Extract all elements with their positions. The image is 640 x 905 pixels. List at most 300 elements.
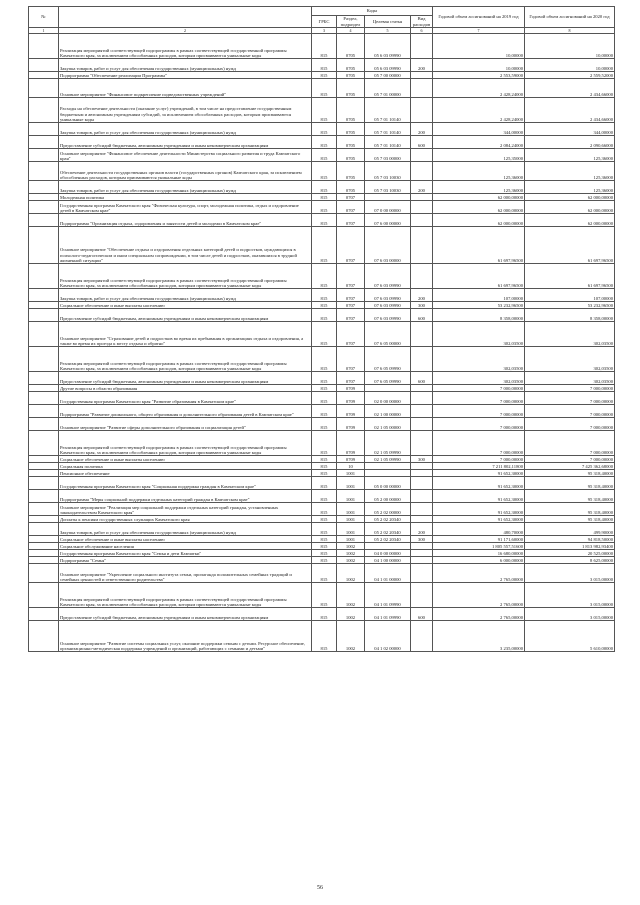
row-2019-cell: 302,03500: [433, 347, 525, 372]
row-razdel-cell: 0707: [337, 201, 365, 214]
header-grbs: ГРБС: [312, 16, 337, 28]
row-razdel-cell: 0709: [337, 456, 365, 463]
row-grbs-cell: 815: [312, 564, 337, 583]
row-vr-cell: [411, 503, 433, 516]
row-razdel-cell: 0709: [337, 431, 365, 456]
row-2019-cell: 344,00000: [433, 123, 525, 136]
row-name-cell: Закупка товаров, работ и услуг для обеспечения государственных (муниципальных) нужд: [59, 59, 312, 72]
row-2019-cell: 10,00000: [433, 59, 525, 72]
row-vr-cell: 600: [411, 136, 433, 149]
table-row: [29, 194, 615, 201]
row-2019-cell: 91 171,60000: [433, 536, 525, 543]
row-cs-cell: 05 2 02 00000: [365, 503, 411, 516]
row-razdel-cell: 0707: [337, 289, 365, 302]
row-grbs-cell: 815: [312, 543, 337, 550]
row-cs-cell: [365, 194, 411, 201]
row-number-cell: [29, 503, 59, 516]
row-2020-cell: 95 318,40000: [525, 470, 615, 477]
table-row: [29, 98, 615, 123]
row-name-cell: Реализация мероприятий соответствующей подпрограммы в рамках соответствующей государственной программы Камчатского края, за исключением обособленных расходов, которым присваиваются уникальные коды: [59, 34, 312, 59]
row-cs-cell: [365, 385, 411, 392]
row-vr-cell: [411, 557, 433, 564]
row-2019-cell: 91 652,30000: [433, 470, 525, 477]
row-razdel-cell: 0705: [337, 98, 365, 123]
row-number-cell: [29, 470, 59, 477]
row-name-cell: Пенсионное обеспечение: [59, 470, 312, 477]
row-grbs-cell: 815: [312, 456, 337, 463]
row-name-cell: Реализация мероприятий соответствующей подпрограммы в рамках соответствующей государственной программы Камчатского края, за исключением обособленных расходов, которым присваиваются уникальные коды: [59, 264, 312, 289]
row-vr-cell: 300: [411, 536, 433, 543]
row-grbs-cell: 815: [312, 181, 337, 194]
row-grbs-cell: 815: [312, 59, 337, 72]
row-razdel-cell: 10: [337, 463, 365, 470]
row-number-cell: [29, 516, 59, 523]
row-2020-cell: 3 015,00000: [525, 608, 615, 621]
row-2019-cell: 480,70000: [433, 523, 525, 536]
row-grbs-cell: 815: [312, 405, 337, 418]
table-row: [29, 463, 615, 470]
row-cs-cell: 04 1 01 09990: [365, 608, 411, 621]
row-razdel-cell: 0705: [337, 34, 365, 59]
row-grbs-cell: 815: [312, 372, 337, 385]
row-razdel-cell: 1002: [337, 583, 365, 608]
row-cs-cell: 05 6 03 09990: [365, 59, 411, 72]
page-number: 56: [317, 885, 323, 891]
row-grbs-cell: 815: [312, 227, 337, 264]
table-row: [29, 347, 615, 372]
row-cs-cell: 05 7 01 10140: [365, 136, 411, 149]
table-row: [29, 477, 615, 490]
row-grbs-cell: 815: [312, 149, 337, 162]
row-grbs-cell: 815: [312, 264, 337, 289]
row-number-cell: [29, 136, 59, 149]
row-number-cell: [29, 227, 59, 264]
row-2019-cell: 91 652,30000: [433, 490, 525, 503]
row-name-cell: Государственная программа Камчатского края "Физическая культура, спорт, молодежная политика, отдых и оздоровление детей в Камчатском крае": [59, 201, 312, 214]
row-grbs-cell: 815: [312, 516, 337, 523]
row-number-cell: [29, 322, 59, 347]
row-name-cell: Закупка товаров, работ и услуг для обеспечения государственных (муниципальных) нужд: [59, 123, 312, 136]
row-2020-cell: 125,36000: [525, 149, 615, 162]
row-2019-cell: 3 235,00000: [433, 621, 525, 652]
row-name-cell: Подпрограмма "Семья": [59, 557, 312, 564]
row-2019-cell: 91 652,30000: [433, 503, 525, 516]
row-name-cell: Подпрограмма "Обеспечение реализации Программы": [59, 72, 312, 79]
row-number-cell: [29, 309, 59, 322]
row-razdel-cell: 1002: [337, 564, 365, 583]
row-grbs-cell: 815: [312, 583, 337, 608]
table-row: [29, 385, 615, 392]
row-vr-cell: [411, 516, 433, 523]
row-2019-cell: 62 000,00000: [433, 201, 525, 214]
row-vr-cell: 600: [411, 608, 433, 621]
row-2019-cell: 91 652,30000: [433, 516, 525, 523]
row-2020-cell: 3 015,00000: [525, 564, 615, 583]
row-vr-cell: 600: [411, 309, 433, 322]
table-row: [29, 149, 615, 162]
row-number-cell: [29, 123, 59, 136]
row-number-cell: [29, 194, 59, 201]
row-cs-cell: [365, 470, 411, 477]
row-name-cell: Социальное обеспечение и иные выплаты населению: [59, 302, 312, 309]
row-razdel-cell: 1002: [337, 543, 365, 550]
row-grbs-cell: 815: [312, 289, 337, 302]
table-row: [29, 123, 615, 136]
table-row: [29, 583, 615, 608]
row-vr-cell: [411, 543, 433, 550]
row-vr-cell: [411, 470, 433, 477]
row-razdel-cell: 0707: [337, 214, 365, 227]
row-number-cell: [29, 550, 59, 557]
row-2020-cell: 2 559,52000: [525, 72, 615, 79]
row-grbs-cell: 815: [312, 470, 337, 477]
row-number-cell: [29, 418, 59, 431]
row-razdel-cell: 0705: [337, 59, 365, 72]
row-2020-cell: 53 232,96500: [525, 302, 615, 309]
row-grbs-cell: 815: [312, 608, 337, 621]
row-cs-cell: 04 0 00 00000: [365, 550, 411, 557]
row-name-cell: Социальное обеспечение и иные выплаты населению: [59, 536, 312, 543]
row-cs-cell: 07 6 03 00000: [365, 227, 411, 264]
row-razdel-cell: 1002: [337, 557, 365, 564]
row-vr-cell: [411, 162, 433, 181]
row-vr-cell: [411, 72, 433, 79]
table-row: [29, 372, 615, 385]
row-name-cell: Реализация мероприятий соответствующей подпрограммы в рамках соответствующей государственной программы Камчатского края, за исключением обособленных расходов, которым присваиваются уникальные коды: [59, 583, 312, 608]
row-razdel-cell: 0709: [337, 405, 365, 418]
row-2020-cell: 125,36000: [525, 181, 615, 194]
row-razdel-cell: 0707: [337, 302, 365, 309]
row-vr-cell: [411, 194, 433, 201]
row-grbs-cell: 815: [312, 536, 337, 543]
row-name-cell: Государственная программа Камчатского края "Социальная поддержка граждан в Камчатском крае": [59, 477, 312, 490]
row-vr-cell: [411, 392, 433, 405]
table-row: [29, 136, 615, 149]
row-name-cell: Основное мероприятие "Финансовое обеспечение деятельности Министерства социального развития и труда Камчатского края": [59, 149, 312, 162]
row-number-cell: [29, 347, 59, 372]
row-grbs-cell: 815: [312, 550, 337, 557]
table-row: [29, 557, 615, 564]
row-2020-cell: 302,03500: [525, 372, 615, 385]
table-row: [29, 309, 615, 322]
row-2019-cell: 2 428,24000: [433, 98, 525, 123]
row-2020-cell: 8 358,00000: [525, 309, 615, 322]
row-grbs-cell: 815: [312, 463, 337, 470]
header-codes: Коды: [312, 7, 433, 16]
header-name: [59, 7, 312, 28]
table-row: [29, 490, 615, 503]
row-2020-cell: 62 000,00000: [525, 194, 615, 201]
row-vr-cell: 300: [411, 302, 433, 309]
row-2020-cell: 95 318,40000: [525, 503, 615, 516]
row-grbs-cell: 815: [312, 347, 337, 372]
row-2020-cell: 107,00000: [525, 289, 615, 302]
table-row: [29, 392, 615, 405]
row-razdel-cell: 0705: [337, 123, 365, 136]
row-name-cell: Предоставление субсидий бюджетным, автономным учреждениям и иным некоммерческим организациям: [59, 309, 312, 322]
row-cs-cell: 05 7 03 00000: [365, 149, 411, 162]
header-2020: Годовой объем ассигнований на 2020 год: [525, 7, 615, 28]
row-2019-cell: 7 000,00000: [433, 431, 525, 456]
row-cs-cell: 02 1 05 09990: [365, 456, 411, 463]
row-cs-cell: 04 1 01 00000: [365, 564, 411, 583]
row-razdel-cell: 0709: [337, 385, 365, 392]
table-row: [29, 302, 615, 309]
row-grbs-cell: 815: [312, 322, 337, 347]
row-number-cell: [29, 162, 59, 181]
row-2020-cell: 10,00000: [525, 34, 615, 59]
row-razdel-cell: 1001: [337, 516, 365, 523]
row-number-cell: [29, 181, 59, 194]
row-vr-cell: 200: [411, 289, 433, 302]
row-number-cell: [29, 583, 59, 608]
table-row: [29, 470, 615, 477]
row-cs-cell: 02 1 05 09990: [365, 431, 411, 456]
row-2020-cell: 499,90000: [525, 523, 615, 536]
row-vr-cell: [411, 564, 433, 583]
row-2019-cell: 62 000,00000: [433, 214, 525, 227]
row-name-cell: Реализация мероприятий соответствующей подпрограммы в рамках соответствующей государственной программы Камчатского края, за исключением обособленных расходов, которым присваиваются уникальные коды: [59, 347, 312, 372]
row-number-cell: [29, 72, 59, 79]
row-name-cell: Основное мероприятие "Укрепление социального института семьи, пропаганда положительных семейных традиций и семейных ценностей и ответственного родительства": [59, 564, 312, 583]
row-2020-cell: 7 425 362,68000: [525, 463, 615, 470]
row-grbs-cell: 815: [312, 477, 337, 490]
row-razdel-cell: 0707: [337, 309, 365, 322]
row-name-cell: Основное мероприятие "Развитие сферы дополнительного образования и социализация детей": [59, 418, 312, 431]
row-vr-cell: [411, 214, 433, 227]
row-name-cell: Расходы на обеспечение деятельности (оказание услуг) учреждений, в том числе на предоставление государственным бюджетным и автономным учреждениям субсидий, за исключением обособленных расходов, которым присваиваются уникальные коды: [59, 98, 312, 123]
row-razdel-cell: 1001: [337, 503, 365, 516]
row-vr-cell: [411, 463, 433, 470]
row-cs-cell: [365, 463, 411, 470]
row-2020-cell: 62 000,00000: [525, 201, 615, 214]
row-vr-cell: [411, 550, 433, 557]
row-cs-cell: 04 1 02 00000: [365, 621, 411, 652]
row-cs-cell: 07 6 05 00000: [365, 322, 411, 347]
row-number-cell: [29, 456, 59, 463]
row-grbs-cell: 815: [312, 557, 337, 564]
row-cs-cell: 05 2 00 00000: [365, 490, 411, 503]
table-row: [29, 523, 615, 536]
row-name-cell: Социальная политика: [59, 463, 312, 470]
row-razdel-cell: 1001: [337, 536, 365, 543]
row-number-cell: [29, 385, 59, 392]
row-2020-cell: 1 813 982,93400: [525, 543, 615, 550]
row-vr-cell: [411, 477, 433, 490]
row-cs-cell: 07 6 03 09990: [365, 302, 411, 309]
row-vr-cell: [411, 79, 433, 98]
row-2020-cell: 302,03500: [525, 347, 615, 372]
row-razdel-cell: 1001: [337, 470, 365, 477]
row-grbs-cell: 815: [312, 162, 337, 181]
row-2020-cell: 20 525,00000: [525, 550, 615, 557]
table-row: [29, 550, 615, 557]
row-2020-cell: 62 000,00000: [525, 214, 615, 227]
row-cs-cell: 05 7 00 00000: [365, 72, 411, 79]
row-2020-cell: 5 610,00000: [525, 621, 615, 652]
row-razdel-cell: 0705: [337, 162, 365, 181]
row-2019-cell: 61 697,96500: [433, 264, 525, 289]
row-cs-cell: 07 0 00 00000: [365, 201, 411, 214]
row-2019-cell: 8 358,00000: [433, 309, 525, 322]
row-cs-cell: 05 6 03 09990: [365, 34, 411, 59]
table-header: [29, 7, 615, 34]
row-number-cell: [29, 523, 59, 536]
row-name-cell: Молодежная политика: [59, 194, 312, 201]
row-2019-cell: 62 000,00000: [433, 194, 525, 201]
row-name-cell: Подпрограмма "Организация отдыха, оздоровления и занятости детей и молодежи в Камчатском крае": [59, 214, 312, 227]
row-grbs-cell: 815: [312, 194, 337, 201]
table-body: [29, 34, 615, 652]
row-vr-cell: [411, 431, 433, 456]
row-vr-cell: [411, 264, 433, 289]
row-razdel-cell: 1001: [337, 477, 365, 490]
row-number-cell: [29, 463, 59, 470]
row-grbs-cell: 815: [312, 98, 337, 123]
row-name-cell: Предоставление субсидий бюджетным, автономным учреждениям и иным некоммерческим организациям: [59, 608, 312, 621]
row-2019-cell: 2 084,24000: [433, 136, 525, 149]
row-name-cell: Предоставление субсидий бюджетным, автономным учреждениям и иным некоммерческим организациям: [59, 372, 312, 385]
row-razdel-cell: 0707: [337, 194, 365, 201]
header-2019: Годовой объем ассигнований на 2019 год: [433, 7, 525, 28]
row-vr-cell: [411, 34, 433, 59]
row-grbs-cell: 815: [312, 523, 337, 536]
row-2020-cell: 7 000,00000: [525, 405, 615, 418]
budget-table: [28, 6, 615, 652]
row-2019-cell: 125,36000: [433, 181, 525, 194]
header-number: №: [29, 7, 59, 28]
row-2019-cell: 7 000,00000: [433, 392, 525, 405]
row-razdel-cell: 1002: [337, 621, 365, 652]
row-name-cell: Основное мероприятие "Страхование детей и подростков во время их пребывания в организациях отдыха и оздоровления, а также во время их проезда к месту отдыха и обратно": [59, 322, 312, 347]
row-cs-cell: 05 7 01 10140: [365, 123, 411, 136]
table-row: [29, 516, 615, 523]
row-cs-cell: [365, 543, 411, 550]
row-vr-cell: [411, 322, 433, 347]
row-number-cell: [29, 536, 59, 543]
row-name-cell: Основное мероприятие "Реализация мер социальной поддержки отдельных категорий граждан, установленных законодательством Камчатского края": [59, 503, 312, 516]
row-cs-cell: 05 0 00 00000: [365, 477, 411, 490]
row-razdel-cell: 0707: [337, 347, 365, 372]
row-vr-cell: [411, 227, 433, 264]
row-2019-cell: 302,03500: [433, 372, 525, 385]
row-cs-cell: 05 2 02 20340: [365, 523, 411, 536]
row-number-cell: [29, 490, 59, 503]
row-2019-cell: 10,00000: [433, 34, 525, 59]
row-name-cell: Предоставление субсидий бюджетным, автономным учреждениям и иным некоммерческим организациям: [59, 136, 312, 149]
table-row: [29, 214, 615, 227]
row-name-cell: Социальное обеспечение и иные выплаты населению: [59, 456, 312, 463]
row-grbs-cell: 815: [312, 490, 337, 503]
row-number-cell: [29, 98, 59, 123]
row-cs-cell: 02 1 05 00000: [365, 418, 411, 431]
table-row: [29, 418, 615, 431]
row-grbs-cell: 815: [312, 503, 337, 516]
row-2020-cell: 61 697,96500: [525, 227, 615, 264]
row-name-cell: Другие вопросы в области образования: [59, 385, 312, 392]
table-row: [29, 34, 615, 59]
row-2019-cell: 7 000,00000: [433, 456, 525, 463]
row-grbs-cell: 815: [312, 72, 337, 79]
row-2020-cell: 94 818,50000: [525, 536, 615, 543]
row-cs-cell: 05 2 02 20340: [365, 516, 411, 523]
table-row: [29, 405, 615, 418]
row-number-cell: [29, 34, 59, 59]
row-vr-cell: 200: [411, 123, 433, 136]
row-grbs-cell: 815: [312, 34, 337, 59]
row-number-cell: [29, 564, 59, 583]
row-2019-cell: 7 000,00000: [433, 405, 525, 418]
row-2020-cell: 10,00000: [525, 59, 615, 72]
row-name-cell: Подпрограмма "Развитие дошкольного, общего образования и дополнительного образования детей в Камчатском крае": [59, 405, 312, 418]
row-number-cell: [29, 214, 59, 227]
table-row: [29, 322, 615, 347]
row-2020-cell: 95 318,40000: [525, 490, 615, 503]
row-grbs-cell: 815: [312, 621, 337, 652]
row-grbs-cell: 815: [312, 136, 337, 149]
row-2020-cell: 95 318,40000: [525, 477, 615, 490]
row-2020-cell: 7 000,00000: [525, 385, 615, 392]
row-2020-cell: 125,36000: [525, 162, 615, 181]
row-cs-cell: 07 6 00 00000: [365, 214, 411, 227]
row-2019-cell: 2 765,00000: [433, 564, 525, 583]
row-cs-cell: 07 6 05 09990: [365, 347, 411, 372]
row-cs-cell: 04 1 00 00000: [365, 557, 411, 564]
table-row: [29, 264, 615, 289]
table-row: [29, 564, 615, 583]
row-2020-cell: 2 090,66000: [525, 136, 615, 149]
row-cs-cell: 05 2 02 20340: [365, 536, 411, 543]
row-name-cell: Закупка товаров, работ и услуг для обеспечения государственных (муниципальных) нужд: [59, 181, 312, 194]
row-name-cell: Реализация мероприятий соответствующей подпрограммы в рамках соответствующей государственной программы Камчатского края, за исключением обособленных расходов, которым присваиваются уникальные коды: [59, 431, 312, 456]
row-razdel-cell: 1001: [337, 523, 365, 536]
row-vr-cell: [411, 583, 433, 608]
row-number-cell: [29, 79, 59, 98]
row-cs-cell: 07 6 05 09990: [365, 372, 411, 385]
row-name-cell: Социальное обслуживание населения: [59, 543, 312, 550]
row-razdel-cell: 1001: [337, 490, 365, 503]
row-2019-cell: 2 553,59000: [433, 72, 525, 79]
table-row: [29, 181, 615, 194]
row-2019-cell: 53 232,96500: [433, 302, 525, 309]
row-vr-cell: [411, 621, 433, 652]
row-number-cell: [29, 59, 59, 72]
row-name-cell: Государственная программа Камчатского края "Семья и дети Камчатки": [59, 550, 312, 557]
row-razdel-cell: 0709: [337, 392, 365, 405]
row-cs-cell: 05 7 03 10030: [365, 162, 411, 181]
header-index-row: 1 2 3 4 5 6 7 8: [29, 28, 615, 34]
table-row: [29, 162, 615, 181]
row-number-cell: [29, 557, 59, 564]
row-grbs-cell: 815: [312, 214, 337, 227]
table-row: [29, 621, 615, 652]
row-2020-cell: 7 000,00000: [525, 418, 615, 431]
row-name-cell: Закупка товаров, работ и услуг для обеспечения государственных (муниципальных) нужд: [59, 523, 312, 536]
row-2019-cell: 302,03500: [433, 322, 525, 347]
row-vr-cell: 200: [411, 59, 433, 72]
row-name-cell: Доплаты к пенсиям государственных служащих Камчатского края: [59, 516, 312, 523]
row-2019-cell: 7 000,00000: [433, 385, 525, 392]
row-2019-cell: 91 652,30000: [433, 477, 525, 490]
row-cs-cell: 05 7 01 10140: [365, 98, 411, 123]
row-name-cell: Государственная программа Камчатского края "Развитие образования в Камчатском крае": [59, 392, 312, 405]
row-vr-cell: [411, 201, 433, 214]
row-vr-cell: 200: [411, 523, 433, 536]
row-cs-cell: 07 6 03 09990: [365, 264, 411, 289]
row-number-cell: [29, 372, 59, 385]
row-2020-cell: 7 000,00000: [525, 392, 615, 405]
row-vr-cell: [411, 347, 433, 372]
